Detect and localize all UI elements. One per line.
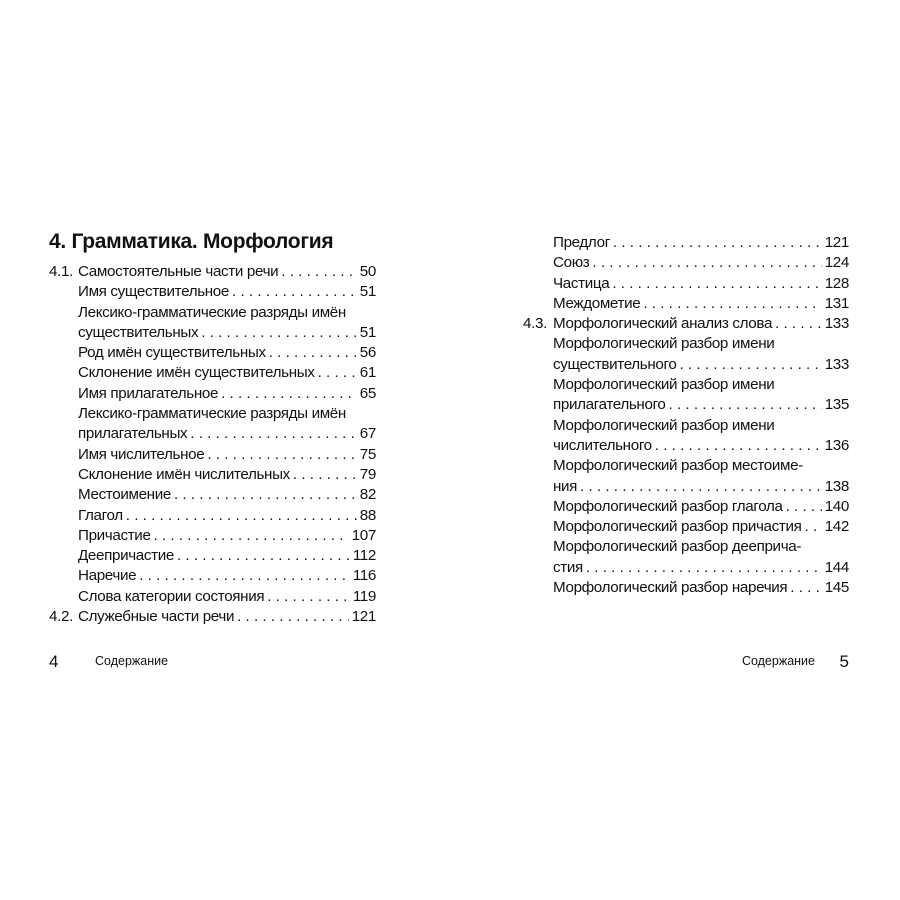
toc-entry	[523, 355, 849, 375]
toc-entry-title: числительного	[553, 436, 652, 454]
toc-entry-page: 128	[824, 274, 849, 292]
toc-entry-page: 121	[824, 234, 849, 251]
toc-entry-page: 82	[359, 486, 376, 504]
toc-entry	[49, 262, 376, 282]
toc-entry-title: Склонение имён числительных	[78, 465, 290, 483]
toc-entry-title: Морфологический разбор имени	[553, 416, 775, 434]
toc-entry	[49, 566, 376, 586]
toc-entry-title: Морфологический разбор дееприча-	[553, 538, 802, 556]
toc-entry-page: 50	[359, 263, 376, 280]
toc-entry-page: 51	[359, 323, 376, 341]
toc-entry-title: Причастие	[78, 526, 151, 544]
toc-entry	[523, 233, 849, 253]
toc-entry-title: стия	[553, 558, 583, 576]
page-number-right: 5	[839, 652, 849, 671]
toc-entry-page: 51	[359, 283, 376, 301]
toc-entry-page: 124	[824, 254, 849, 272]
right-page	[450, 0, 900, 900]
toc-entry-title: Служебные части речи	[78, 608, 235, 626]
toc-list-right	[523, 233, 849, 598]
toc-entry	[49, 445, 376, 465]
dot-leader	[221, 384, 357, 404]
toc-entry	[49, 485, 376, 505]
dot-leader	[586, 558, 822, 578]
toc-entry-title: Склонение имён существительных	[78, 364, 315, 382]
toc-entry-page: 116	[352, 567, 376, 585]
dot-leader	[805, 517, 822, 537]
toc-entry-title: Лексико-грамматические разряды имён	[78, 303, 346, 321]
toc-entry-title: Имя числительное	[78, 445, 205, 463]
running-footer-left: Содержание	[95, 654, 169, 668]
dot-leader	[775, 314, 822, 334]
toc-entry-title: Слова категории состояния	[78, 587, 265, 605]
toc-entry-page: 107	[351, 526, 376, 544]
toc-entry	[49, 404, 376, 424]
toc-entry	[49, 323, 376, 343]
toc-entry-title: Предлог	[553, 234, 610, 251]
toc-entry-title: прилагательного	[553, 396, 666, 414]
toc-entry-title: Морфологический разбор глагола	[553, 497, 783, 515]
toc-entry-page: 88	[359, 506, 376, 524]
dot-leader	[643, 294, 821, 314]
dot-leader	[318, 363, 357, 383]
toc-entry-page: 119	[352, 587, 376, 605]
toc-entry-number: 4.3.	[523, 315, 547, 333]
toc-entry	[49, 546, 376, 566]
toc-entry-page: 135	[824, 396, 849, 414]
dot-leader	[655, 436, 822, 456]
dot-leader	[669, 395, 822, 415]
toc-entry-title: Местоимение	[78, 486, 171, 504]
section-title: 4. Грамматика. Морфология	[49, 230, 334, 253]
dot-leader	[281, 262, 357, 282]
toc-entry-title: Лексико-грамматические разряды имён	[78, 405, 346, 423]
toc-entry-title: Наречие	[78, 567, 137, 585]
toc-entry	[523, 314, 849, 334]
dot-leader	[190, 424, 357, 444]
toc-entry	[523, 456, 849, 476]
dot-leader	[580, 477, 822, 497]
toc-entry	[49, 526, 376, 546]
toc-entry-page: 65	[359, 384, 376, 402]
toc-entry	[523, 477, 849, 497]
dot-leader	[154, 526, 349, 546]
toc-entry-page: 61	[359, 364, 376, 382]
toc-entry-number: 4.2.	[49, 608, 73, 626]
dot-leader	[293, 465, 357, 485]
dot-leader	[237, 607, 349, 627]
toc-entry-page: 121	[351, 608, 376, 626]
dot-leader	[679, 355, 821, 375]
toc-entry-title: Междометие	[553, 294, 641, 312]
toc-entry	[49, 343, 376, 363]
running-footer-right: Содержание	[741, 654, 815, 668]
toc-entry-title: Род имён существительных	[78, 344, 266, 362]
toc-entry-title: Самостоятельные части речи	[78, 263, 279, 280]
toc-entry	[523, 416, 849, 436]
toc-entry	[49, 587, 376, 607]
toc-entry	[523, 395, 849, 415]
toc-entry-page: 142	[824, 518, 849, 536]
dot-leader	[201, 323, 357, 343]
dot-leader	[612, 274, 821, 294]
toc-entry	[523, 578, 849, 598]
toc-entry-title: Имя существительное	[78, 283, 229, 301]
toc-entry-title: Морфологический разбор наречия	[553, 579, 788, 597]
toc-entry	[523, 537, 849, 557]
toc-entry-title: Морфологический разбор причастия	[553, 518, 802, 536]
toc-entry	[523, 558, 849, 578]
dot-leader	[177, 546, 350, 566]
toc-entry-title: Частица	[553, 274, 610, 292]
toc-entry	[523, 436, 849, 456]
toc-list-left	[49, 262, 376, 627]
dot-leader	[592, 253, 821, 273]
toc-entry	[49, 384, 376, 404]
toc-entry	[49, 363, 376, 383]
toc-entry-title: прилагательных	[78, 425, 188, 443]
dot-leader	[126, 506, 357, 526]
dot-leader	[267, 587, 350, 607]
toc-entry-title: Морфологический разбор имени	[553, 335, 775, 353]
toc-entry-title: Морфологический разбор местоиме-	[553, 457, 803, 475]
toc-entry	[523, 497, 849, 517]
dot-leader	[139, 566, 350, 586]
toc-entry-title: ния	[553, 477, 578, 495]
toc-entry	[49, 303, 376, 323]
toc-entry-title: Имя прилагательное	[78, 384, 219, 402]
toc-entry	[49, 465, 376, 485]
toc-entry	[523, 375, 849, 395]
toc-entry-title: существительных	[78, 323, 199, 341]
dot-leader	[269, 343, 357, 363]
toc-entry-title: Деепричастие	[78, 547, 174, 565]
toc-entry-page: 145	[824, 579, 849, 597]
page-number-left: 4	[49, 652, 59, 671]
toc-entry-page: 56	[359, 344, 376, 362]
toc-entry	[523, 517, 849, 537]
toc-entry-number: 4.1.	[49, 263, 73, 280]
dot-leader	[232, 282, 357, 302]
toc-entry	[49, 424, 376, 444]
toc-entry-page: 112	[352, 547, 376, 565]
toc-entry-page: 140	[824, 497, 849, 515]
toc-entry	[523, 294, 849, 314]
toc-entry-title: Глагол	[78, 506, 123, 524]
toc-entry-title: существительного	[553, 355, 677, 373]
toc-entry-page: 75	[359, 445, 376, 463]
dot-leader	[613, 233, 822, 253]
toc-entry	[49, 282, 376, 302]
dot-leader	[790, 578, 821, 598]
toc-entry-title: Морфологический разбор имени	[553, 376, 775, 394]
toc-entry	[49, 607, 376, 627]
toc-entry	[523, 253, 849, 273]
toc-entry-page: 136	[824, 436, 849, 454]
toc-entry-page: 133	[824, 355, 849, 373]
toc-entry-title: Морфологический анализ слова	[553, 315, 773, 333]
toc-entry-page: 133	[824, 315, 849, 333]
dot-leader	[174, 485, 357, 505]
toc-entry-page: 79	[359, 465, 376, 483]
toc-entry	[523, 334, 849, 354]
toc-entry-page: 144	[824, 558, 849, 576]
toc-entry-page: 131	[824, 294, 849, 312]
toc-entry	[49, 506, 376, 526]
dot-leader	[786, 497, 822, 517]
dot-leader	[207, 445, 356, 465]
toc-entry-title: Союз	[553, 254, 590, 272]
toc-entry-page: 138	[824, 477, 849, 495]
toc-entry-page: 67	[359, 425, 376, 443]
toc-entry	[523, 274, 849, 294]
